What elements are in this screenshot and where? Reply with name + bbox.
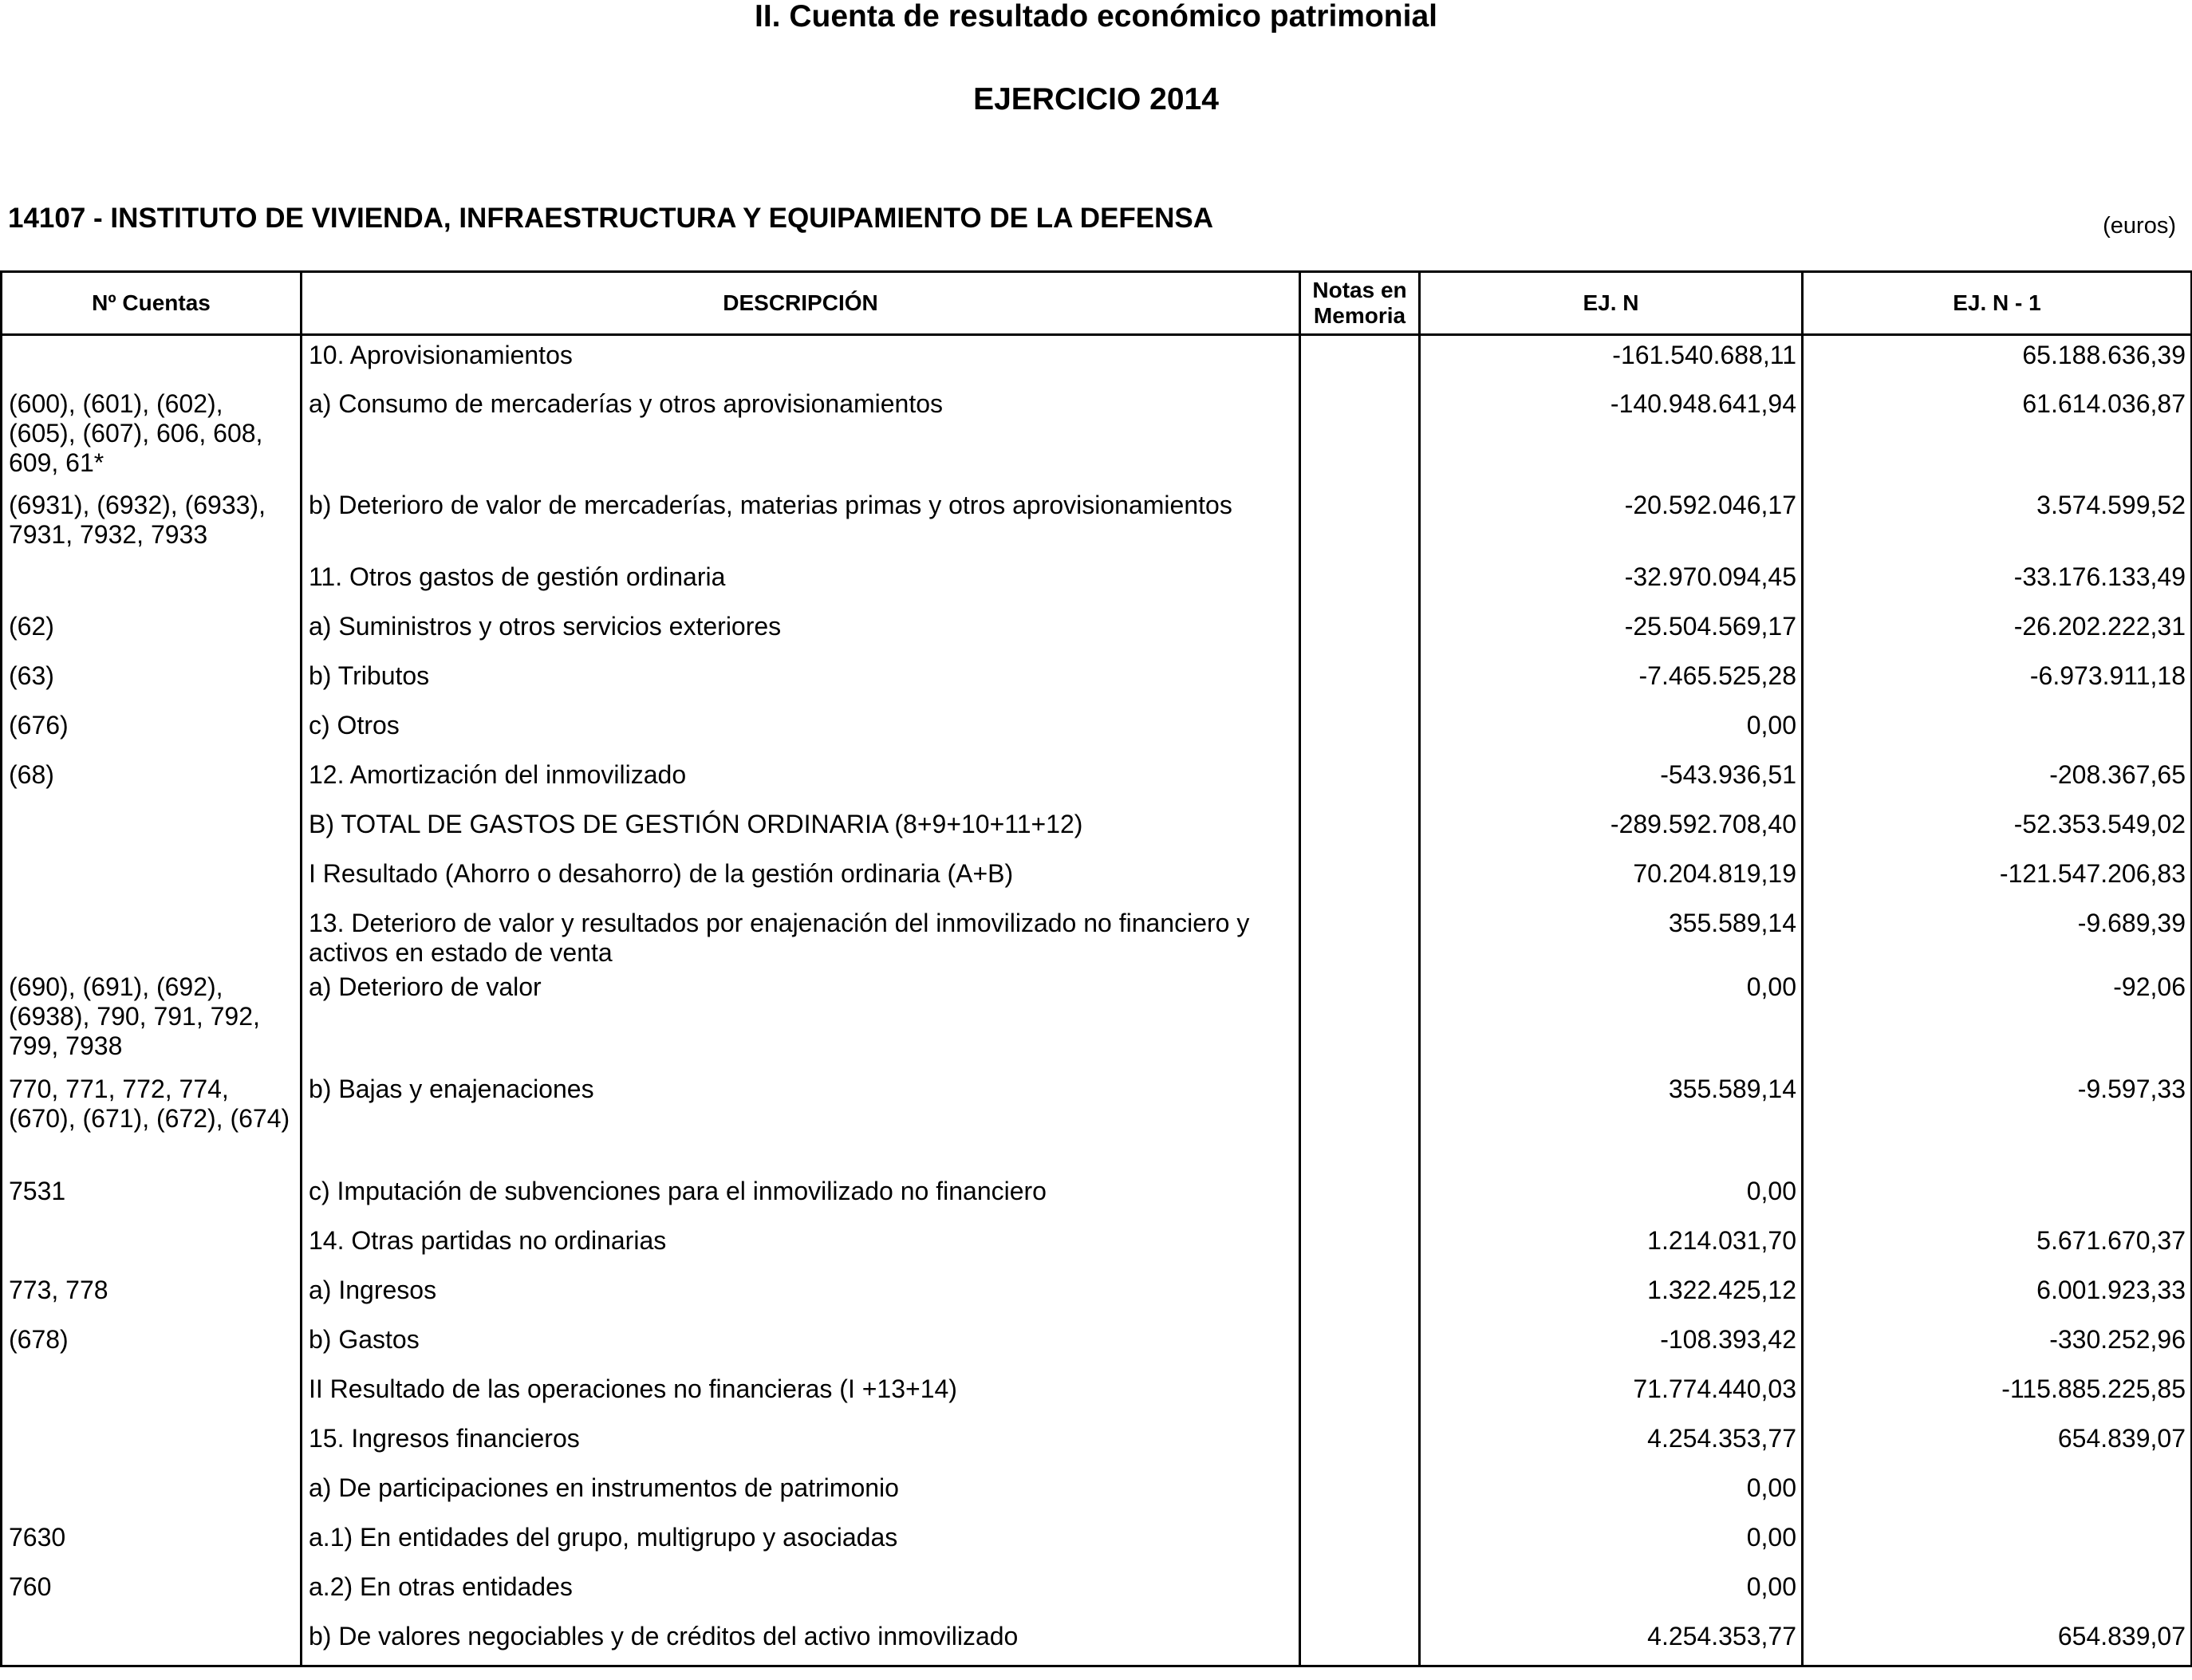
notes-cell xyxy=(1300,1320,1420,1370)
current-year-value-cell: 355.589,14 xyxy=(1420,904,1803,968)
account-codes-cell xyxy=(2,1221,302,1271)
account-codes-cell xyxy=(2,558,302,607)
results-table xyxy=(0,270,2192,1667)
account-codes-cell xyxy=(2,805,302,854)
table-row xyxy=(2,1172,2192,1221)
account-codes-cell: (678) xyxy=(2,1320,302,1370)
notes-cell xyxy=(1300,904,1420,968)
current-year-value-cell: -32.970.094,45 xyxy=(1420,558,1803,607)
description-cell: a) De participaciones en instrumentos de patrimonio xyxy=(302,1469,1300,1518)
current-year-value-cell: 355.589,14 xyxy=(1420,1070,1803,1172)
current-year-value-cell: 0,00 xyxy=(1420,1518,1803,1568)
description-cell: b) Bajas y enajenaciones xyxy=(302,1070,1300,1172)
current-year-value-cell: -161.540.688,11 xyxy=(1420,335,1803,385)
previous-year-value-cell: -208.367,65 xyxy=(1803,755,2192,805)
column-header-cuentas: Nº Cuentas xyxy=(2,272,302,335)
account-codes-cell xyxy=(2,904,302,968)
table-row xyxy=(2,1568,2192,1617)
table-row xyxy=(2,1070,2192,1172)
current-year-value-cell: 0,00 xyxy=(1420,1568,1803,1617)
previous-year-value-cell xyxy=(1803,706,2192,755)
description-cell: b) Tributos xyxy=(302,657,1300,706)
account-codes-cell: 7531 xyxy=(2,1172,302,1221)
previous-year-value-cell: -9.689,39 xyxy=(1803,904,2192,968)
column-header-descripcion: DESCRIPCIÓN xyxy=(302,272,1300,335)
account-codes-cell: (690), (691), (692), (6938), 790, 791, 792, 799, 7938 xyxy=(2,968,302,1070)
notes-cell xyxy=(1300,1568,1420,1617)
notes-cell xyxy=(1300,854,1420,904)
account-codes-cell: (600), (601), (602), (605), (607), 606, 608, 609, 61* xyxy=(2,385,302,486)
entity-name: 14107 - INSTITUTO DE VIVIENDA, INFRAESTRUCTURA Y EQUIPAMIENTO DE LA DEFENSA xyxy=(8,203,1214,234)
current-year-value-cell: -25.504.569,17 xyxy=(1420,607,1803,657)
notes-cell xyxy=(1300,1370,1420,1419)
previous-year-value-cell: -115.885.225,85 xyxy=(1803,1370,2192,1419)
notes-cell xyxy=(1300,1172,1420,1221)
description-cell: B) TOTAL DE GASTOS DE GESTIÓN ORDINARIA (8+9+10+11+12) xyxy=(302,805,1300,854)
account-codes-cell xyxy=(2,1370,302,1419)
notes-cell xyxy=(1300,385,1420,486)
current-year-value-cell: 1.214.031,70 xyxy=(1420,1221,1803,1271)
notes-cell xyxy=(1300,657,1420,706)
current-year-value-cell: 1.322.425,12 xyxy=(1420,1271,1803,1320)
table-row xyxy=(2,607,2192,657)
current-year-value-cell: 70.204.819,19 xyxy=(1420,854,1803,904)
notes-cell xyxy=(1300,558,1420,607)
account-codes-cell: (62) xyxy=(2,607,302,657)
notes-cell xyxy=(1300,755,1420,805)
account-codes-cell: 760 xyxy=(2,1568,302,1617)
current-year-value-cell: -20.592.046,17 xyxy=(1420,486,1803,558)
table-row xyxy=(2,755,2192,805)
notes-cell xyxy=(1300,1221,1420,1271)
previous-year-value-cell: 65.188.636,39 xyxy=(1803,335,2192,385)
table-row xyxy=(2,805,2192,854)
page-title: II. Cuenta de resultado económico patrimonial xyxy=(755,0,1437,34)
account-codes-cell xyxy=(2,854,302,904)
table-row xyxy=(2,1469,2192,1518)
description-cell: a) Consumo de mercaderías y otros aprovisionamientos xyxy=(302,385,1300,486)
notes-cell xyxy=(1300,805,1420,854)
previous-year-value-cell: 5.671.670,37 xyxy=(1803,1221,2192,1271)
description-cell: 10. Aprovisionamientos xyxy=(302,335,1300,385)
account-codes-cell: (68) xyxy=(2,755,302,805)
table-row xyxy=(2,1518,2192,1568)
current-year-value-cell: 0,00 xyxy=(1420,1469,1803,1518)
table-row xyxy=(2,1370,2192,1419)
table-row xyxy=(2,1617,2192,1666)
table-row xyxy=(2,335,2192,385)
description-cell: a) Suministros y otros servicios exteriores xyxy=(302,607,1300,657)
table-row xyxy=(2,1320,2192,1370)
table-row xyxy=(2,1419,2192,1469)
account-codes-cell: (6931), (6932), (6933), 7931, 7932, 7933 xyxy=(2,486,302,558)
account-codes-cell: 7630 xyxy=(2,1518,302,1568)
column-header-ej-n: EJ. N xyxy=(1420,272,1803,335)
previous-year-value-cell: 61.614.036,87 xyxy=(1803,385,2192,486)
notes-cell xyxy=(1300,1419,1420,1469)
current-year-value-cell: -7.465.525,28 xyxy=(1420,657,1803,706)
table-row xyxy=(2,1271,2192,1320)
current-year-value-cell: -543.936,51 xyxy=(1420,755,1803,805)
previous-year-value-cell: -330.252,96 xyxy=(1803,1320,2192,1370)
previous-year-value-cell: -33.176.133,49 xyxy=(1803,558,2192,607)
notes-cell xyxy=(1300,1617,1420,1666)
description-cell: a) Ingresos xyxy=(302,1271,1300,1320)
description-cell: 14. Otras partidas no ordinarias xyxy=(302,1221,1300,1271)
table-row xyxy=(2,657,2192,706)
current-year-value-cell: 4.254.353,77 xyxy=(1420,1617,1803,1666)
previous-year-value-cell: 6.001.923,33 xyxy=(1803,1271,2192,1320)
column-header-notas: Notas en Memoria xyxy=(1300,272,1420,335)
table-row xyxy=(2,1221,2192,1271)
previous-year-value-cell: -52.353.549,02 xyxy=(1803,805,2192,854)
previous-year-value-cell: -121.547.206,83 xyxy=(1803,854,2192,904)
previous-year-value-cell: -92,06 xyxy=(1803,968,2192,1070)
account-codes-cell: 773, 778 xyxy=(2,1271,302,1320)
description-cell: 12. Amortización del inmovilizado xyxy=(302,755,1300,805)
table-row xyxy=(2,486,2192,558)
notes-cell xyxy=(1300,1518,1420,1568)
previous-year-value-cell xyxy=(1803,1518,2192,1568)
table-row xyxy=(2,706,2192,755)
account-codes-cell xyxy=(2,335,302,385)
description-cell: 11. Otros gastos de gestión ordinaria xyxy=(302,558,1300,607)
notes-cell xyxy=(1300,1271,1420,1320)
description-cell: II Resultado de las operaciones no financieras (I +13+14) xyxy=(302,1370,1300,1419)
current-year-value-cell: 0,00 xyxy=(1420,1172,1803,1221)
notes-cell xyxy=(1300,968,1420,1070)
table-row xyxy=(2,968,2192,1070)
current-year-value-cell: -140.948.641,94 xyxy=(1420,385,1803,486)
description-cell: a.1) En entidades del grupo, multigrupo y asociadas xyxy=(302,1518,1300,1568)
current-year-value-cell: -289.592.708,40 xyxy=(1420,805,1803,854)
previous-year-value-cell xyxy=(1803,1172,2192,1221)
notes-cell xyxy=(1300,486,1420,558)
units-label: (euros) xyxy=(2103,213,2176,239)
account-codes-cell xyxy=(2,1419,302,1469)
page-subtitle: EJERCICIO 2014 xyxy=(973,82,1219,116)
description-cell: b) Gastos xyxy=(302,1320,1300,1370)
description-cell: c) Otros xyxy=(302,706,1300,755)
previous-year-value-cell: 654.839,07 xyxy=(1803,1617,2192,1666)
description-cell: b) Deterioro de valor de mercaderías, materias primas y otros aprovisionamientos xyxy=(302,486,1300,558)
notes-cell xyxy=(1300,1469,1420,1518)
notes-cell xyxy=(1300,706,1420,755)
description-cell: a.2) En otras entidades xyxy=(302,1568,1300,1617)
previous-year-value-cell: 654.839,07 xyxy=(1803,1419,2192,1469)
description-cell: a) Deterioro de valor xyxy=(302,968,1300,1070)
account-codes-cell xyxy=(2,1469,302,1518)
table-row xyxy=(2,385,2192,486)
description-cell: 13. Deterioro de valor y resultados por enajenación del inmovilizado no financiero y activos en estado de venta xyxy=(302,904,1300,968)
previous-year-value-cell xyxy=(1803,1469,2192,1518)
current-year-value-cell: 4.254.353,77 xyxy=(1420,1419,1803,1469)
account-codes-cell: 770, 771, 772, 774, (670), (671), (672), (674) xyxy=(2,1070,302,1172)
table-row xyxy=(2,854,2192,904)
description-cell: I Resultado (Ahorro o desahorro) de la gestión ordinaria (A+B) xyxy=(302,854,1300,904)
notes-cell xyxy=(1300,1070,1420,1172)
previous-year-value-cell xyxy=(1803,1568,2192,1617)
previous-year-value-cell: -9.597,33 xyxy=(1803,1070,2192,1172)
previous-year-value-cell: -6.973.911,18 xyxy=(1803,657,2192,706)
table-row xyxy=(2,904,2192,968)
table-header-row xyxy=(2,272,2192,335)
previous-year-value-cell: -26.202.222,31 xyxy=(1803,607,2192,657)
description-cell: 15. Ingresos financieros xyxy=(302,1419,1300,1469)
account-codes-cell xyxy=(2,1617,302,1666)
notes-cell xyxy=(1300,335,1420,385)
description-cell: c) Imputación de subvenciones para el inmovilizado no financiero xyxy=(302,1172,1300,1221)
account-codes-cell: (63) xyxy=(2,657,302,706)
previous-year-value-cell: 3.574.599,52 xyxy=(1803,486,2192,558)
current-year-value-cell: 71.774.440,03 xyxy=(1420,1370,1803,1419)
table-row xyxy=(2,558,2192,607)
description-cell: b) De valores negociables y de créditos del activo inmovilizado xyxy=(302,1617,1300,1666)
current-year-value-cell: -108.393,42 xyxy=(1420,1320,1803,1370)
column-header-ej-n1: EJ. N - 1 xyxy=(1803,272,2192,335)
notes-cell xyxy=(1300,607,1420,657)
account-codes-cell: (676) xyxy=(2,706,302,755)
current-year-value-cell: 0,00 xyxy=(1420,706,1803,755)
current-year-value-cell: 0,00 xyxy=(1420,968,1803,1070)
